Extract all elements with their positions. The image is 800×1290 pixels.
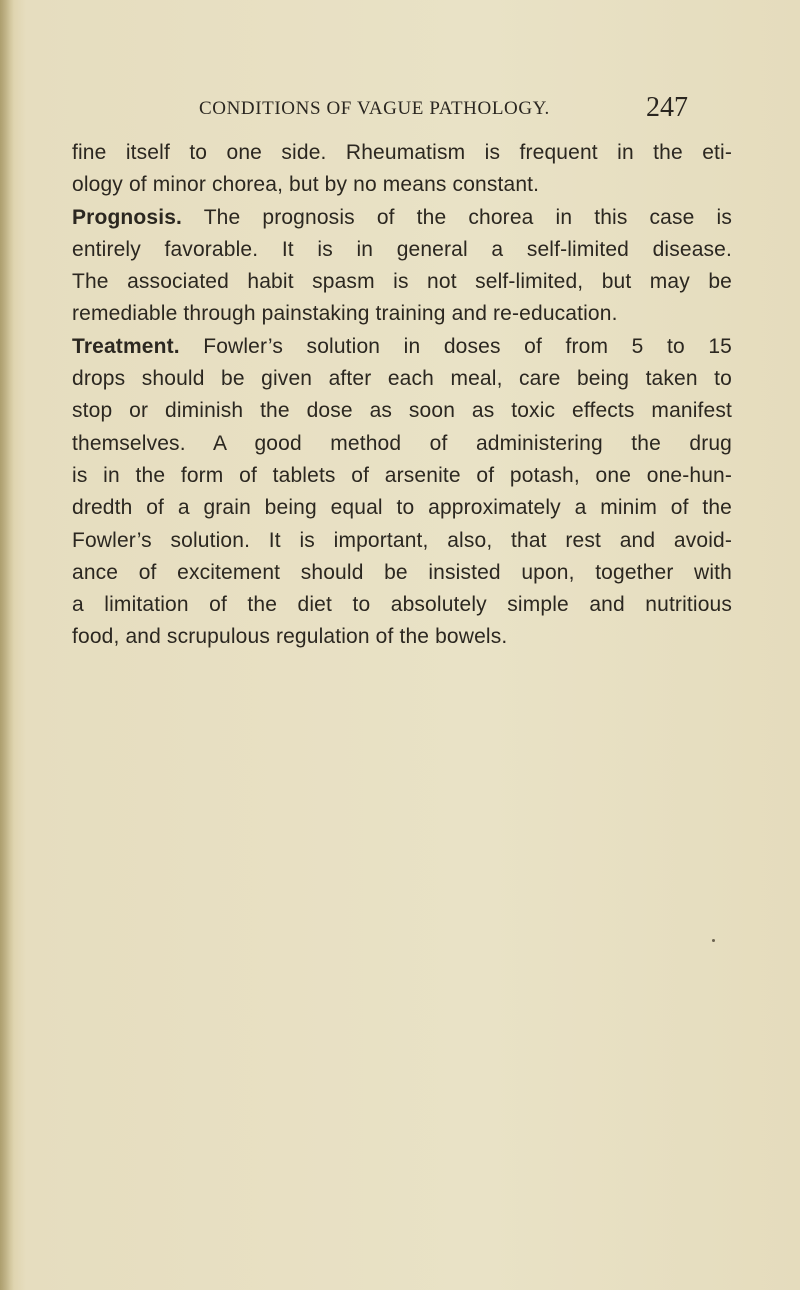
text-line bbox=[72, 363, 732, 395]
gutter-shadow bbox=[0, 0, 14, 1290]
text-run: dredth of a grain being equal to approximately a minim of the bbox=[72, 496, 732, 520]
text-line bbox=[72, 169, 732, 201]
section-heading: Prognosis. bbox=[72, 205, 183, 229]
text-run: drops should be given after each meal, care being taken to bbox=[72, 367, 732, 391]
text-run: is in the form of tablets of arsenite of potash, one one-hun- bbox=[72, 463, 732, 487]
text-line bbox=[72, 395, 732, 427]
text-run: a limitation of the diet to absolutely simple and nutritious bbox=[72, 593, 732, 617]
text-line bbox=[72, 202, 732, 234]
text-line bbox=[72, 460, 732, 492]
text-run: ance of excitement should be insisted upon, together with bbox=[72, 560, 732, 584]
text-line bbox=[72, 589, 732, 621]
running-title: CONDITIONS OF VAGUE PATHOLOGY. bbox=[199, 98, 550, 119]
text-line bbox=[72, 137, 732, 169]
text-line bbox=[72, 266, 732, 298]
body-text bbox=[72, 137, 732, 654]
text-run: remediable through painstaking training and re-education. bbox=[72, 302, 618, 326]
section-heading: Treatment. bbox=[72, 334, 180, 358]
text-run: entirely favorable. It is in general a self-limited disease. bbox=[72, 237, 732, 261]
page-number: 247 bbox=[646, 92, 688, 123]
text-line bbox=[72, 621, 732, 653]
text-line bbox=[72, 557, 732, 589]
text-line bbox=[72, 234, 732, 266]
paper-speck bbox=[712, 939, 715, 942]
text-line bbox=[72, 525, 732, 557]
text-run: ology of minor chorea, but by no means constant. bbox=[72, 173, 540, 197]
text-line bbox=[72, 298, 732, 330]
text-line bbox=[72, 492, 732, 524]
running-head bbox=[0, 92, 800, 130]
text-run: The associated habit spasm is not self-limited, but may be bbox=[72, 270, 732, 294]
text-line bbox=[72, 331, 732, 363]
text-run: food, and scrupulous regulation of the bowels. bbox=[72, 625, 508, 649]
text-run: themselves. A good method of administering the drug bbox=[72, 431, 732, 455]
text-run: fine itself to one side. Rheumatism is frequent in the eti- bbox=[72, 141, 732, 164]
text-run: stop or diminish the dose as soon as toxic effects manifest bbox=[72, 399, 732, 423]
text-line bbox=[72, 428, 732, 460]
text-run: The prognosis of the chorea in this case is bbox=[182, 205, 732, 229]
text-run: Fowler’s solution. It is important, also, that rest and avoid- bbox=[72, 528, 732, 552]
text-run: Fowler’s solution in doses of from 5 to 15 bbox=[179, 334, 732, 358]
